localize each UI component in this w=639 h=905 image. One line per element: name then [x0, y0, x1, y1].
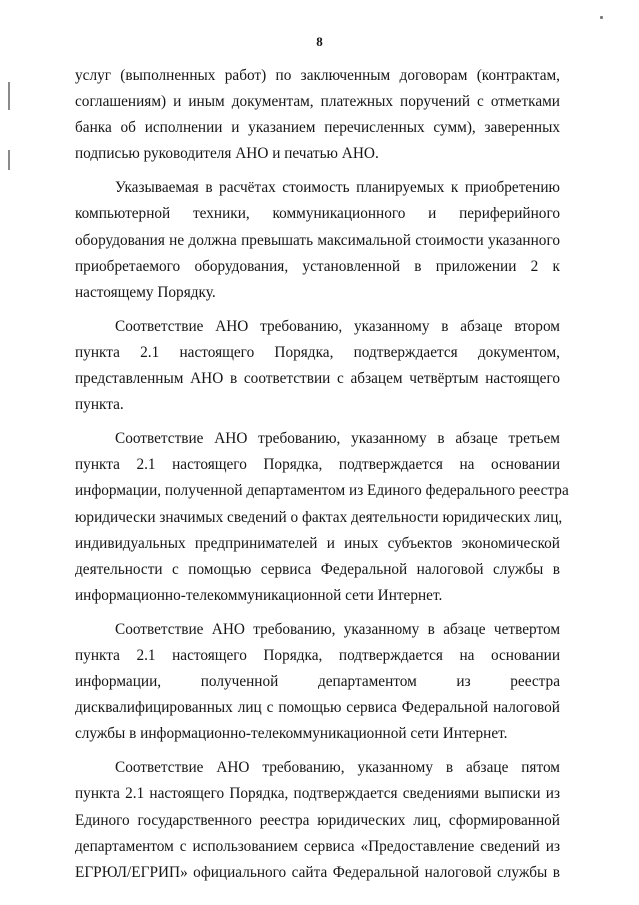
text-line: банка об исполнении и указанием перечисленных сумм), заверенных	[75, 119, 560, 137]
paragraph-3	[75, 314, 560, 418]
body-text	[75, 63, 569, 886]
text-line: дисквалифицированных лиц с помощью сервиса Федеральной налоговой	[75, 699, 560, 717]
text-line: информации, полученной департаментом из Единого федерального реестра	[75, 482, 569, 500]
text-line: индивидуальных предпринимателей и иных субъектов экономической	[75, 534, 560, 552]
paragraph-2	[75, 175, 560, 305]
text-line: пункта.	[75, 396, 124, 414]
text-line: департаментом с использованием сервиса «Предоставление сведений из	[75, 837, 560, 855]
text-line: представленным АНО в соответствии с абзацем четвёртым настоящего	[75, 370, 560, 388]
text-line: услуг (выполненных работ) по заключенным договорам (контрактам,	[75, 67, 560, 84]
text-line: настоящему Порядку.	[75, 283, 216, 301]
text-line: приобретаемого оборудования, установленной в приложении 2 к	[75, 257, 560, 275]
text-line: пункта 2.1 настоящего Порядка, подтверждается на основании	[75, 456, 560, 474]
text-line: компьютерной техники, коммуникационного и периферийного	[75, 205, 560, 223]
scan-artifact	[8, 82, 10, 110]
text-line: Соответствие АНО требованию, указанному в абзаце третьем	[115, 430, 560, 448]
scan-artifact	[600, 16, 603, 19]
text-line: соглашениям) и иным документам, платежных поручений с отметками	[75, 93, 560, 111]
text-line: деятельности с помощью сервиса Федеральной налоговой службы в	[75, 560, 560, 578]
text-line: пункта 2.1 настоящего Порядка, подтверждается на основании	[75, 646, 560, 664]
paragraph-4	[75, 426, 569, 609]
paragraph-5	[75, 617, 560, 747]
text-line: Единого государственного реестра юридических лиц, сформированной	[75, 811, 560, 829]
text-line: службы в информационно-телекоммуникационной сети Интернет.	[75, 725, 508, 743]
text-line: Указываемая в расчётах стоимость планируемых к приобретению	[115, 179, 560, 197]
paragraph-6	[75, 755, 560, 885]
text-line: пункта 2.1 настоящего Порядка, подтверждается документом,	[75, 343, 560, 361]
text-line: информационно-телекоммуникационной сети Интернет.	[75, 586, 443, 604]
page-number: 8	[316, 34, 323, 49]
paragraph-1	[75, 63, 560, 167]
text-line: информации, полученной департаментом из реестра	[75, 673, 560, 691]
scan-artifact	[8, 150, 10, 170]
text-line: Соответствие АНО требованию, указанному в абзаце втором	[115, 317, 560, 335]
text-line: Соответствие АНО требованию, указанному в абзаце четвертом	[115, 620, 560, 638]
text-line: ЕГРЮЛ/ЕГРИП» официального сайта Федеральной налоговой службы в	[75, 863, 560, 881]
text-line: юридически значимых сведений о фактах деятельности юридических лиц,	[75, 508, 563, 526]
text-line: подписью руководителя АНО и печатью АНО.	[75, 145, 379, 163]
text-line: оборудования не должна превышать максимальной стоимости указанного	[75, 231, 560, 249]
text-line: Соответствие АНО требованию, указанному в абзаце пятом	[115, 759, 560, 777]
text-line: пункта 2.1 настоящего Порядка, подтверждается сведениями выписки из	[75, 785, 560, 803]
